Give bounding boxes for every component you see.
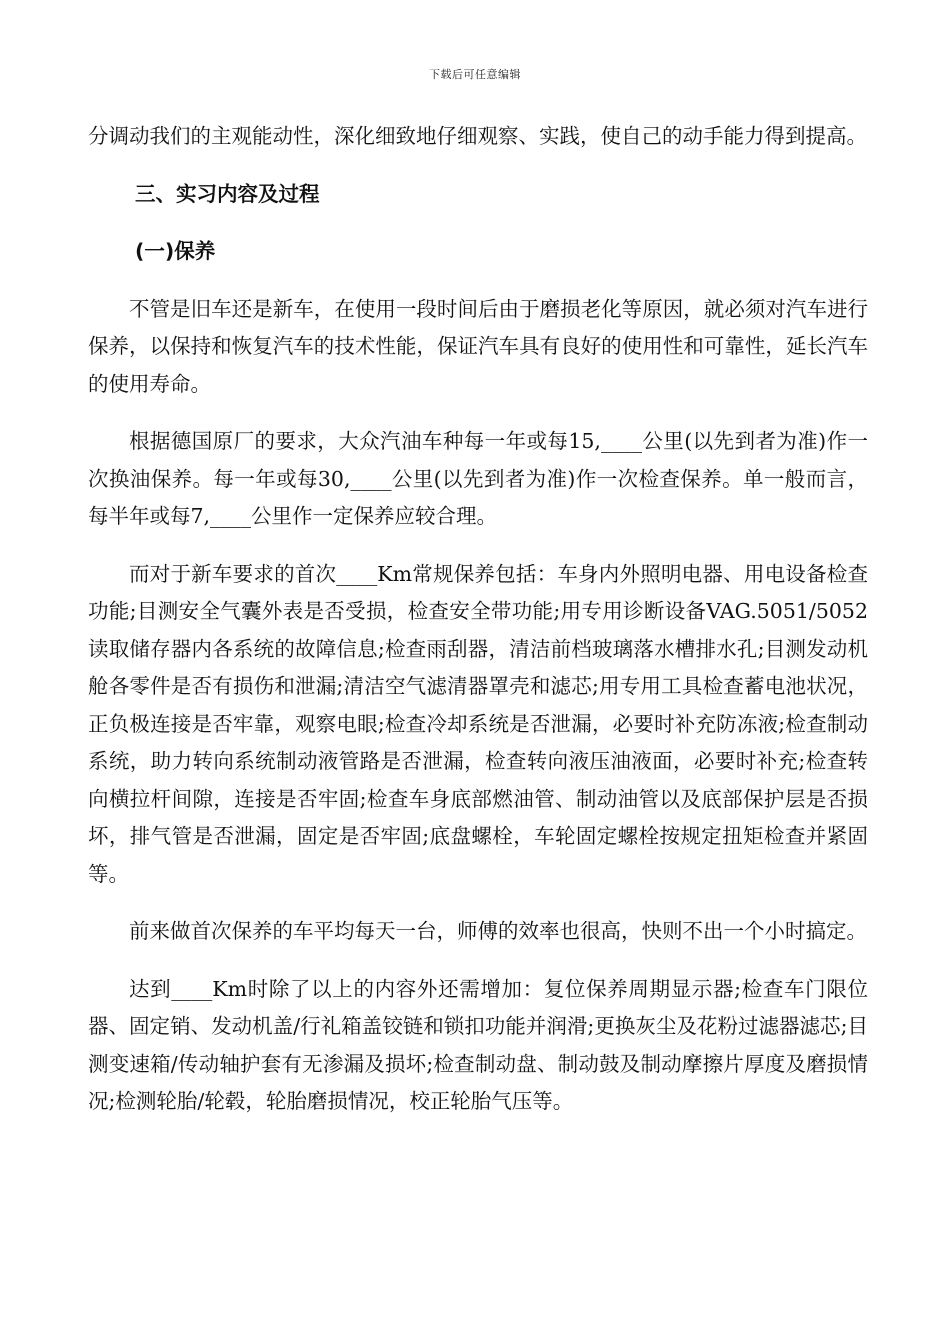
paragraph-additional-service: 达到____Km时除了以上的内容外还需增加：复位保养周期显示器;检查车门限位器、固定销、发动机盖/行礼箱盖铰链和锁扣功能并润滑;更换灰尘及花粉过滤器滤芯;目测变速箱/传动轴护套有无渗漏及损坏;检查制动盘、制动鼓及制动摩擦片厚度及磨损情况;检测轮胎/轮毂，轮胎磨损情况，校正轮胎气压等。	[88, 976, 868, 1113]
paragraph-first-service: 而对于新车要求的首次____Km常规保养包括：车身内外照明电器、用电设备检查功能;目测安全气囊外表是否受损，检查安全带功能;用专用诊断设备VAG.5051/5052读取储存器内各系统的故障信息;检查雨刮器，清洁前档玻璃落水槽排水孔;目测发动机舱各零件是否有损伤和泄漏;清洁空气滤清器罩壳和滤芯;用专用工具检查蓄电池状况，正负极连接是否牢靠，观察电眼;检查冷却系统是否泄漏，必要时补充防冻液;检查制动系统，助力转向系统制动液管路是否泄漏，检查转向液压油液面，必要时补充;检查转向横拉杆间隙，连接是否牢固;检查车身底部燃油管、制动油管以及底部保护层是否损坏，排气管是否泄漏，固定是否牢固;底盘螺栓，车轮固定螺栓按规定扭矩检查并紧固等。	[88, 561, 868, 886]
section-heading: 三、实习内容及过程	[135, 181, 320, 206]
paragraph-maintenance-intro: 不管是旧车还是新车，在使用一段时间后由于磨损老化等原因，就必须对汽车进行保养，以保持和恢复汽车的技术性能，保证汽车具有良好的使用性和可靠性，延长汽车的使用寿命。	[88, 296, 868, 396]
paragraph-service-efficiency: 前来做首次保养的车平均每天一台，师傅的效率也很高，快则不出一个小时搞定。	[129, 919, 867, 943]
paragraph-continuation: 分调动我们的主观能动性，深化细致地仔细观察、实践，使自己的动手能力得到提高。	[88, 124, 867, 148]
subsection-heading: (一)保养	[135, 239, 216, 263]
page-header-note: 下载后可任意编辑	[429, 68, 521, 81]
paragraph-maintenance-intervals: 根据德国原厂的要求，大众汽油车种每一年或每15,____公里(以先到者为准)作一次换油保养。每一年或每30,____公里(以先到者为准)作一次检查保养。单一般而言，每半年或每7,____公里作一定保养应较合理。	[88, 429, 868, 528]
document-body	[88, 118, 868, 1121]
